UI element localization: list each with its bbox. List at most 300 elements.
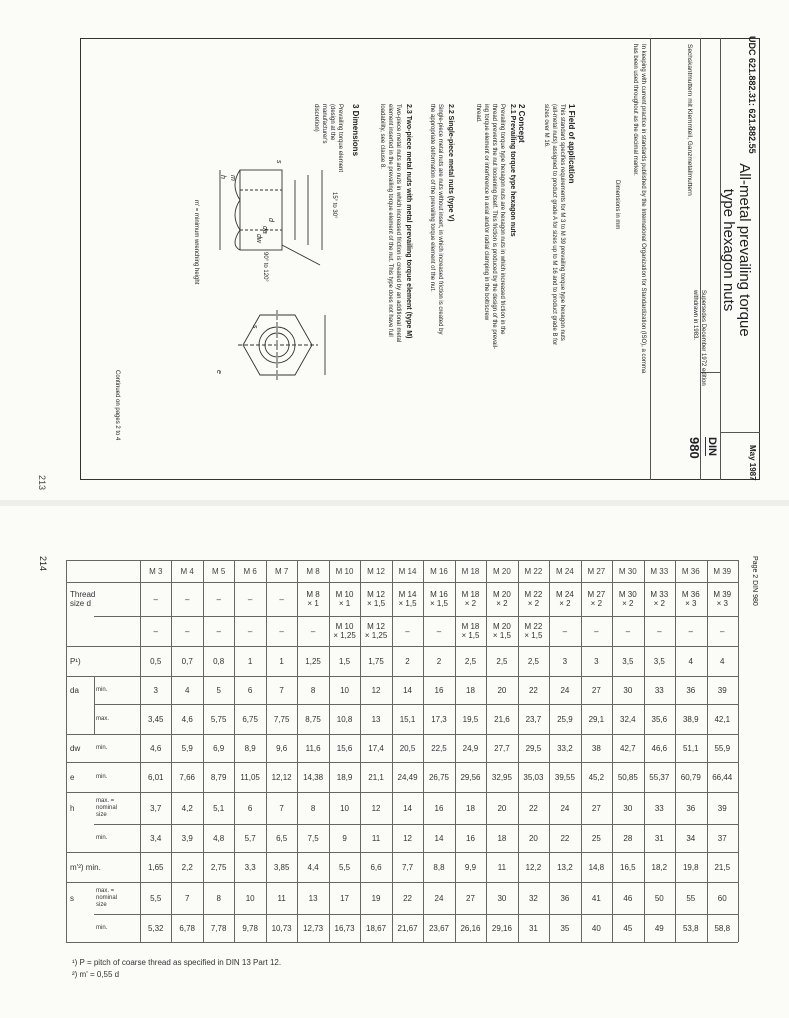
angle-label-2: 90° to 120° — [262, 252, 268, 282]
table-rule — [486, 560, 487, 942]
row-sublabel: max. — [96, 715, 110, 722]
size-header-cell: M 12 — [367, 566, 385, 576]
row-label: Thread size d — [70, 590, 96, 608]
table-cell: 11,05 — [240, 772, 260, 782]
size-header-cell: M 36 — [681, 566, 700, 576]
table-cell: 7 — [279, 685, 284, 695]
table-cell: 7 — [279, 803, 284, 813]
table-cell: 36 — [560, 893, 570, 903]
dim-e: e — [215, 370, 222, 374]
table-cell: 42,7 — [620, 743, 636, 753]
table-cell: – — [405, 626, 410, 636]
table-cell: 60 — [717, 893, 727, 903]
header-rule — [650, 38, 651, 480]
table-cell: 16 — [466, 833, 475, 843]
table-cell: M 10 × 1,25 — [333, 622, 356, 640]
table-rule — [612, 560, 613, 942]
table-cell: 24 — [434, 893, 444, 903]
row-label: da — [70, 685, 79, 695]
table-cell: 18 — [466, 685, 475, 695]
table-cell: 12 — [371, 685, 381, 695]
table-cell: 22 — [560, 833, 570, 843]
table-rule — [644, 560, 645, 942]
dim-d: d — [267, 218, 274, 222]
din-number: 980 — [687, 437, 702, 459]
table-cell: 15,6 — [336, 743, 353, 753]
table-cell: 50 — [654, 893, 664, 903]
table-cell: 0,7 — [181, 656, 193, 666]
row-label: s — [70, 893, 74, 903]
page-header-right: Page 2 DIN 980 — [751, 556, 758, 606]
dim-s-top: s — [251, 325, 258, 329]
row-sublabel: min. — [96, 744, 108, 751]
table-cell: 1,75 — [368, 656, 384, 666]
row-sublabel: min. — [96, 924, 108, 931]
table-cell: 28 — [623, 833, 633, 843]
row-label: dw — [70, 743, 81, 753]
table-cell: 27 — [591, 803, 601, 813]
table-cell: 14 — [434, 833, 444, 843]
table-cell: 4 — [720, 656, 725, 666]
table-cell: 10,73 — [271, 923, 292, 933]
size-header-cell: M 33 — [650, 566, 669, 576]
table-cell: 27 — [466, 893, 475, 903]
table-cell: 31 — [528, 923, 538, 933]
dim-da: da — [261, 226, 268, 234]
table-cell: 22 — [528, 685, 538, 695]
table-cell: 55,37 — [649, 772, 670, 782]
table-cell: 3,85 — [273, 862, 290, 872]
table-cell: 21,67 — [397, 923, 418, 933]
table-cell: 11,6 — [305, 743, 321, 753]
table-cell: – — [153, 626, 158, 636]
row-label: h — [70, 803, 75, 813]
table-cell: 7,5 — [307, 833, 319, 843]
table-cell: 23,67 — [428, 923, 449, 933]
table-cell: 4,8 — [213, 833, 225, 843]
nut-drawing — [200, 150, 340, 400]
dim-s: s — [275, 160, 282, 164]
table-cell: 55 — [686, 893, 696, 903]
table-cell: 20 — [528, 833, 538, 843]
table-cell: 24,49 — [397, 772, 418, 782]
row-sublabel: min. — [96, 686, 108, 693]
table-cell: 50,85 — [617, 772, 638, 782]
table-cell: 36 — [686, 803, 696, 813]
section-2-2-text: Single-piece metal nuts are nuts without insert, in which increased friction is created by the appropriate deformation of the prevailing torque element of the nut. — [429, 104, 443, 335]
table-cell: 3,5 — [653, 656, 665, 666]
page-number-214: 214 — [38, 556, 48, 572]
table-rule — [234, 560, 235, 942]
table-cell: M 33 × 2 — [650, 590, 669, 608]
table-cell: 1 — [279, 656, 284, 666]
wrenching-height-note: m' = minimum wrenching height — [193, 200, 199, 285]
table-cell: 21,1 — [368, 772, 384, 782]
table-cell: M 10 × 1 — [335, 590, 354, 608]
footnote-2: ²) m' = 0,55 d — [72, 970, 120, 979]
size-header-cell: M 4 — [180, 566, 194, 576]
table-cell: 7,7 — [401, 862, 414, 872]
table-cell: 58,8 — [714, 923, 731, 933]
table-cell: M 24 × 2 — [555, 590, 574, 608]
table-rule — [392, 560, 393, 942]
table-cell: 5,7 — [244, 833, 256, 843]
table-cell: 6 — [247, 685, 253, 695]
size-header-cell: M 8 — [306, 566, 320, 576]
table-cell: 11 — [371, 833, 381, 843]
table-rule — [581, 560, 582, 942]
table-rule — [675, 560, 676, 942]
angle-label-1: 15° to 30° — [331, 192, 337, 219]
table-cell: M 27 × 2 — [587, 590, 606, 608]
row-sublabel: max. = nominal size — [96, 887, 118, 908]
table-cell: 29,1 — [588, 714, 605, 724]
section-2-heading: 2 Concept — [517, 104, 526, 143]
table-cell: – — [594, 626, 599, 636]
table-cell: 6,5 — [276, 833, 288, 843]
table-cell: – — [247, 594, 253, 604]
table-cell: 25,9 — [557, 714, 573, 724]
table-cell: 24,9 — [462, 743, 479, 753]
section-2-3-heading: 2.3 Two-piece metal nuts with metal prevailing torque element (type M) — [405, 104, 412, 339]
table-cell: 38 — [591, 743, 601, 753]
table-cell: 14 — [403, 685, 412, 695]
dimensions-unit: Dimensions in mm — [614, 180, 620, 230]
section-2-1-text: Prevailing torque type hexagon nuts are hexagon nuts in which increased friction in the thread prevents the nut loosening itself. This friction is produced by the design of the prevail- ing torque element or interference in axial and/or radial clamping in the bolt/screw thread. — [475, 104, 505, 350]
table-cell: 1,65 — [147, 862, 164, 872]
supersedes-note: Supersedes December 1972 edition withdrawn in 1983. — [692, 290, 706, 386]
table-cell: 16 — [434, 685, 444, 695]
table-cell: 34 — [686, 833, 696, 843]
table-rule — [329, 560, 330, 942]
table-cell: 15,1 — [399, 714, 416, 724]
table-cell: – — [562, 626, 568, 636]
table-cell: M 36 × 3 — [681, 590, 700, 608]
table-cell: 2,5 — [464, 656, 477, 666]
size-header-cell: M 39 — [713, 566, 732, 576]
table-cell: 0,8 — [213, 656, 225, 666]
row-label: m'²) min. — [70, 862, 101, 872]
table-cell: M 8 × 1 — [306, 590, 320, 608]
table-rule — [455, 560, 456, 942]
table-cell: 12,2 — [525, 862, 542, 872]
table-cell: 22 — [403, 893, 412, 903]
din-label: DIN — [706, 437, 718, 456]
table-cell: 41 — [591, 893, 601, 903]
table-cell: 18,9 — [336, 772, 353, 782]
table-cell: 4 — [688, 656, 693, 666]
table-cell: 14 — [403, 803, 412, 813]
size-header-cell: M 24 — [555, 566, 574, 576]
size-header-cell: M 10 — [335, 566, 354, 576]
table-cell: 8,8 — [433, 862, 445, 872]
table-cell: 8 — [310, 685, 316, 695]
table-cell: – — [184, 594, 190, 604]
table-cell: – — [720, 626, 725, 636]
table-cell: 53,8 — [682, 923, 699, 933]
table-cell: M 20 × 2 — [493, 590, 511, 608]
table-rule — [360, 560, 361, 942]
table-cell: 30 — [623, 685, 633, 695]
table-cell: M 20 × 1,5 — [492, 622, 511, 640]
table-cell: 9,78 — [242, 923, 258, 933]
table-rule — [738, 560, 739, 942]
table-cell: 12 — [403, 833, 412, 843]
page-frame — [80, 38, 760, 480]
table-cell: 19,5 — [462, 714, 479, 724]
table-cell: 3,45 — [147, 714, 164, 724]
table-cell: 12,73 — [303, 923, 324, 933]
table-cell: 3 — [153, 685, 158, 695]
table-cell: 46,6 — [651, 743, 668, 753]
size-header-cell: M 27 — [587, 566, 606, 576]
table-cell: 8,79 — [210, 772, 227, 782]
table-cell: 23,7 — [525, 714, 542, 724]
table-rule — [171, 560, 172, 942]
table-cell: 13,2 — [557, 862, 573, 872]
table-cell: 5,32 — [147, 923, 164, 933]
table-cell: 46 — [623, 893, 633, 903]
section-1-heading: 1 Field of application — [567, 104, 576, 184]
table-cell: 17 — [340, 893, 350, 903]
row-sublabel: max. = nominal size — [96, 797, 118, 818]
table-cell: 5,5 — [150, 893, 162, 903]
size-header-cell: M 3 — [149, 566, 163, 576]
table-cell: 2 — [436, 656, 442, 666]
table-cell: 19 — [371, 893, 381, 903]
table-cell: 3,4 — [150, 833, 162, 843]
table-cell: 18,67 — [366, 923, 387, 933]
table-rule — [266, 560, 267, 942]
table-cell: – — [153, 594, 158, 604]
table-cell: 6,9 — [213, 743, 225, 753]
table-cell: 5,5 — [339, 862, 351, 872]
table-rule — [66, 942, 738, 943]
table-cell: 18,2 — [651, 862, 668, 872]
size-header-cell: M 14 — [398, 566, 417, 576]
table-cell: 10 — [245, 893, 255, 903]
table-cell: 26,75 — [428, 772, 449, 782]
dim-m: m — [229, 175, 236, 181]
table-cell: 33 — [654, 685, 664, 695]
table-rule — [203, 560, 204, 942]
table-cell: – — [216, 626, 221, 636]
table-cell: – — [310, 626, 316, 636]
table-cell: 20 — [497, 685, 507, 695]
table-cell: 18 — [466, 803, 475, 813]
size-header-cell: M 20 — [493, 566, 511, 576]
table-cell: – — [688, 626, 693, 636]
table-cell: 3,5 — [622, 656, 634, 666]
dimensions-table — [66, 560, 738, 942]
table-cell: – — [279, 594, 284, 604]
dim-dw: dw — [255, 234, 262, 243]
size-header-cell: M 16 — [430, 566, 448, 576]
table-cell: 20 — [497, 803, 507, 813]
table-cell: – — [436, 626, 442, 636]
table-rule — [707, 560, 708, 942]
size-header-cell: M 18 — [461, 566, 480, 576]
table-cell: 38,9 — [682, 714, 699, 724]
german-title: Sechskantmuttern mit Klemmteil, Ganzmetallmuttern — [686, 44, 693, 196]
size-header-cell: M 5 — [212, 566, 226, 576]
table-cell: 9,6 — [276, 743, 288, 753]
table-rule — [94, 676, 95, 734]
table-cell: 40 — [591, 923, 601, 933]
table-cell: 39,55 — [554, 772, 575, 782]
table-cell: 8 — [216, 893, 221, 903]
table-cell: 8 — [310, 803, 316, 813]
table-cell: 6,01 — [147, 772, 164, 782]
table-cell: 1 — [247, 656, 253, 666]
table-cell: M 18 × 1,5 — [461, 622, 480, 640]
table-rule — [140, 560, 141, 942]
table-cell: 6,78 — [179, 923, 195, 933]
table-cell: – — [184, 626, 190, 636]
table-cell: 2,5 — [496, 656, 508, 666]
table-cell: 39 — [717, 803, 727, 813]
table-cell: 16,73 — [334, 923, 355, 933]
document-title: All-metal prevailing torque type hexagon nuts — [720, 163, 753, 337]
table-cell: – — [279, 626, 284, 636]
table-cell: 7,66 — [179, 772, 195, 782]
table-rule — [423, 560, 424, 942]
table-cell: M 39 × 3 — [713, 590, 732, 608]
table-cell: – — [657, 626, 662, 636]
table-cell: 5,9 — [181, 743, 193, 753]
table-cell: M 22 × 2 — [524, 590, 543, 608]
table-cell: 10 — [340, 803, 350, 813]
prevailing-torque-note: Prevailing torque element (design at the manufacturer's discretion) — [313, 104, 343, 173]
table-cell: 27 — [591, 685, 601, 695]
table-cell: 2,5 — [527, 656, 539, 666]
table-cell: 8,75 — [305, 714, 321, 724]
table-cell: 35 — [560, 923, 570, 933]
table-cell: 3 — [562, 656, 568, 666]
table-cell: 51,1 — [682, 743, 699, 753]
table-cell: 36 — [686, 685, 696, 695]
dim-h: h — [219, 175, 226, 179]
table-cell: 4 — [184, 685, 190, 695]
table-cell: 49 — [654, 923, 664, 933]
table-rule — [518, 560, 519, 942]
table-cell: 0,5 — [150, 656, 162, 666]
table-cell: 37 — [717, 833, 727, 843]
table-cell: 25 — [591, 833, 601, 843]
row-sublabel: min. — [96, 773, 108, 780]
table-cell: 7 — [184, 893, 190, 903]
table-cell: 66,44 — [712, 772, 733, 782]
row-sublabel: min. — [96, 834, 108, 841]
table-cell: 11 — [277, 893, 286, 903]
table-cell: 10 — [340, 685, 350, 695]
table-cell: 35,6 — [651, 714, 668, 724]
section-2-1-heading: 2.1 Prevailing torque type hexagon nuts — [509, 104, 516, 237]
table-cell: 14,38 — [303, 772, 324, 782]
table-cell: 6,75 — [242, 714, 258, 724]
table-cell: 29,5 — [525, 743, 542, 753]
table-cell: 31 — [654, 833, 664, 843]
table-cell: 2,75 — [210, 862, 227, 872]
table-cell: 30 — [623, 803, 633, 813]
decimal-comma-note: In keeping with current practice in standards published by the International Organization for Standardization (ISO), a comma has been used throughout as the decimal marker. — [632, 44, 646, 374]
table-cell: 6,6 — [370, 862, 382, 872]
size-header-cell: M 22 — [524, 566, 543, 576]
section-1-text: This standard specifies requirements for M 3 to M 39 prevailing torque type hexagon nuts (all-metal nuts) assigned to product grade A for sizes up to M 16 and to product grade B for sizes over M 16. — [543, 104, 565, 346]
udc-code: UDC 621.882.31: 621.882.55 — [747, 36, 757, 154]
table-cell: 33,2 — [557, 743, 573, 753]
table-cell: 60,79 — [680, 772, 701, 782]
table-cell: 4,6 — [150, 743, 162, 753]
table-cell: M 16 × 1,5 — [429, 590, 448, 608]
table-cell: 24 — [560, 803, 570, 813]
table-cell: 1,5 — [339, 656, 351, 666]
table-cell: 26,16 — [460, 923, 481, 933]
header-rule — [720, 432, 760, 433]
page-number-213: 213 — [37, 475, 47, 491]
table-cell: 5 — [216, 685, 221, 695]
table-cell: 22 — [528, 803, 538, 813]
row-label: P¹) — [70, 656, 81, 666]
table-cell: M 18 × 2 — [461, 590, 480, 608]
table-cell: 12 — [371, 803, 381, 813]
table-cell: 16,5 — [620, 862, 636, 872]
table-cell: 2 — [405, 656, 410, 666]
table-rule — [549, 560, 550, 942]
table-cell: 4,4 — [307, 862, 319, 872]
page-213 — [0, 0, 789, 500]
table-cell: 18 — [497, 833, 507, 843]
table-cell: 12,12 — [271, 772, 292, 782]
table-cell: 8,9 — [244, 743, 256, 753]
issue-date: May 1987 — [748, 445, 757, 481]
table-rule — [297, 560, 298, 942]
table-cell: 42,1 — [714, 714, 731, 724]
table-cell: 32,4 — [620, 714, 636, 724]
table-cell: 33 — [654, 803, 664, 813]
table-cell: 17,4 — [368, 743, 384, 753]
table-cell: – — [625, 626, 631, 636]
table-cell: 45 — [623, 923, 633, 933]
table-cell: M 12 × 1,25 — [364, 622, 388, 640]
table-cell: 13 — [308, 893, 318, 903]
table-cell: 32 — [528, 893, 538, 903]
section-2-3-text: Two-piece metal nuts are nuts in which increased friction is created by an additional metal element inserted in the prevailing torque element of the nut. This type does not have full loadability, see clause 8. — [379, 104, 401, 343]
table-cell: M 14 × 1,5 — [398, 590, 417, 608]
table-cell: 5,75 — [210, 714, 227, 724]
continued-note: Continued on pages 2 to 4 — [114, 370, 120, 441]
table-cell: – — [247, 626, 253, 636]
table-cell: 7,75 — [273, 714, 290, 724]
table-cell: 3,3 — [244, 862, 256, 872]
table-cell: 39 — [717, 685, 727, 695]
table-cell: 32,95 — [491, 772, 512, 782]
table-cell: 4,6 — [181, 714, 193, 724]
table-cell: 9,9 — [464, 862, 477, 872]
table-cell: 3 — [594, 656, 599, 666]
table-cell: 29,56 — [460, 772, 481, 782]
table-cell: 3,9 — [181, 833, 193, 843]
footnote-1: ¹) P = pitch of coarse thread as specified in DIN 13 Part 12. — [72, 958, 282, 967]
table-cell: 9 — [342, 833, 347, 843]
table-cell: – — [216, 594, 221, 604]
table-cell: M 22 × 1,5 — [524, 622, 543, 640]
table-cell: 22,5 — [431, 743, 447, 753]
table-cell: 19,8 — [682, 862, 699, 872]
table-cell: 2,2 — [181, 862, 193, 872]
table-cell: 16 — [434, 803, 444, 813]
table-cell: 35,03 — [523, 772, 544, 782]
